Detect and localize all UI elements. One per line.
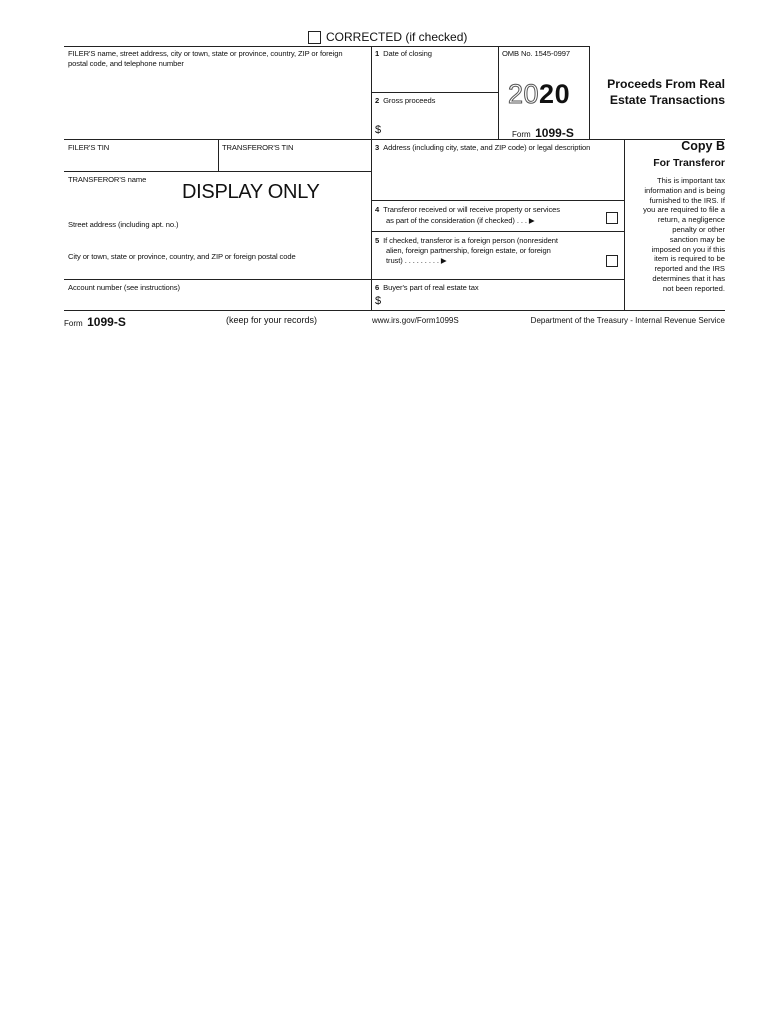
filer-name-field[interactable] <box>66 70 368 136</box>
filer-tin-label: FILER'S TIN <box>68 143 110 152</box>
box1-date-field[interactable] <box>373 60 495 90</box>
side-notice: This is important tax information and is being furnished to the IRS. If you are required to file a return, a negligence penalty or other sanction may be imposed on you if this item is required to be reported and the IRS determines that it has not been reported. <box>643 176 725 293</box>
tax-year-outline: 20 <box>508 79 540 109</box>
rule-h-tin-top <box>64 139 725 140</box>
filer-name-label: FILER'S name, street address, city or town, state or province, country, ZIP or foreign postal code, and telephone number <box>68 49 343 68</box>
rule-h-box4 <box>371 200 624 201</box>
box3-address-field[interactable] <box>373 155 621 198</box>
box6-amount-field[interactable] <box>386 292 621 308</box>
city-field[interactable] <box>66 262 366 276</box>
box5-label-line2: alien, foreign partnership, foreign estate, or foreign <box>386 246 551 255</box>
corrected-checkbox[interactable] <box>308 31 321 44</box>
tax-year-bold: 20 <box>539 79 571 109</box>
transferor-name-field[interactable] <box>66 185 366 199</box>
form-top-rule <box>64 46 590 47</box>
rule-v-title <box>589 46 590 139</box>
box2-label: 2 Gross proceeds <box>375 96 436 105</box>
box5-label-line3: trust) . . . . . . . . . ▶ <box>386 256 447 265</box>
box5-label: 5 If checked, transferor is a foreign person (nonresident <box>375 236 558 245</box>
footer-form-id: Form 1099-S <box>64 315 126 329</box>
copy-label: Copy B <box>681 139 725 153</box>
copy-for: For Transferor <box>653 157 725 169</box>
transferor-tin-label: TRANSFEROR'S TIN <box>222 143 294 152</box>
city-label: City or town, state or province, country, and ZIP or foreign postal code <box>68 252 296 261</box>
box6-label: 6 Buyer's part of real estate tax <box>375 283 479 292</box>
form-bottom-rule <box>64 310 725 311</box>
box6-dollar: $ <box>375 295 382 307</box>
rule-v-omb <box>498 46 499 139</box>
rule-v-checkcol <box>624 139 625 310</box>
display-only-watermark: DISPLAY ONLY <box>182 181 320 203</box>
account-number-field[interactable] <box>66 293 366 308</box>
box4-checkbox[interactable] <box>606 212 618 224</box>
box3-label: 3 Address (including city, state, and ZIP code) or legal description <box>375 143 591 152</box>
transferor-tin-field[interactable] <box>220 153 368 169</box>
rule-h-account <box>64 279 624 280</box>
tax-year <box>508 79 570 109</box>
corrected-label: CORRECTED (if checked) <box>326 30 468 44</box>
form-id-top: Form 1099-S <box>512 126 574 140</box>
transferor-name-label: TRANSFEROR'S name <box>68 175 147 184</box>
omb-number: OMB No. 1545-0997 <box>502 49 570 58</box>
rule-v-tin <box>218 139 219 171</box>
filer-tin-field[interactable] <box>66 153 214 169</box>
street-address-field[interactable] <box>66 230 366 244</box>
box5-checkbox[interactable] <box>606 255 618 267</box>
rule-v-left-col <box>371 46 372 311</box>
form-title: Proceeds From Real Estate Transactions <box>607 77 725 107</box>
box4-label: 4 Transferor received or will receive property or services <box>375 205 560 214</box>
rule-h-tin-bottom <box>64 171 371 172</box>
box4-label-line2: as part of the consideration (if checked) . . . ▶ <box>386 216 535 225</box>
box2-dollar: $ <box>375 124 382 136</box>
footer-department: Department of the Treasury - Internal Revenue Service <box>530 316 725 325</box>
rule-h-box1 <box>371 92 498 93</box>
account-number-label: Account number (see instructions) <box>68 283 180 292</box>
footer-url[interactable]: www.irs.gov/Form1099S <box>372 316 459 325</box>
box2-amount-field[interactable] <box>386 110 494 136</box>
box1-label: 1 Date of closing <box>375 49 432 58</box>
rule-h-box5 <box>371 231 624 232</box>
street-address-label: Street address (including apt. no.) <box>68 220 179 229</box>
footer-keep-note: (keep for your records) <box>226 315 318 325</box>
